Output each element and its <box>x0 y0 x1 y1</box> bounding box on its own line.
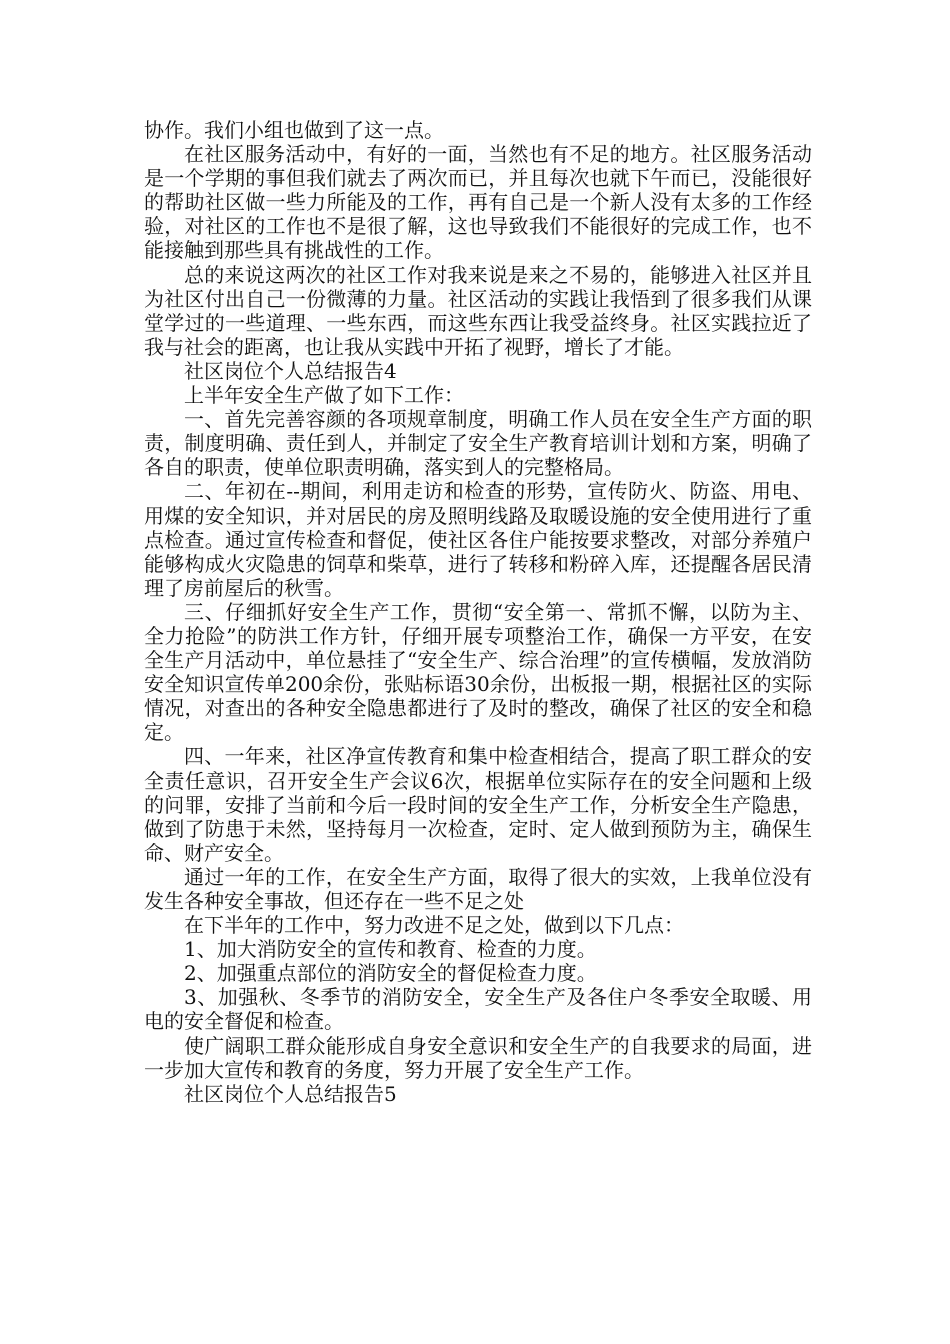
paragraph: 二、年初在--期间，利用走访和检查的形势，宣传防火、防盗、用电、用煤的安全知识，并对居民的房及照明线路及取暖设施的安全使用进行了重点检查。通过宣传检查和督促，使社区各住户能按要求整改，对部分养殖户能够构成火灾隐患的饲草和柴草，进行了转移和粉碎入库，还提醒各居民清理了房前屋后的秋雪。 <box>144 479 812 600</box>
section-heading: 社区岗位个人总结报告5 <box>184 1081 397 1106</box>
paragraph: 总的来说这两次的社区工作对我来说是来之不易的，能够进入社区并且为社区付出自己一份微薄的力量。社区活动的实践让我悟到了很多我们从课堂学过的一些道理、一些东西，而这些东西让我受益终身。社区实践拉近了我与社会的距离，也让我从实践中开拓了视野，增长了才能。 <box>144 262 812 359</box>
paragraph: 上半年安全生产做了如下工作： <box>184 383 464 408</box>
list-item: 1、加大消防安全的宣传和教育、检查的力度。 <box>184 937 597 962</box>
paragraph: 使广阔职工群众能形成自身安全意识和安全生产的自我要求的局面，进一步加大宣传和教育的务度，努力开展了安全生产工作。 <box>144 1033 812 1082</box>
list-item: 3、加强秋、冬季节的消防安全，安全生产及各住户冬季安全取暖、用电的安全督促和检查。 <box>144 985 812 1034</box>
paragraph: 一、首先完善容颜的各项规章制度，明确工作人员在安全生产方面的职责，制度明确、责任到人，并制定了安全生产教育培训计划和方案，明确了各自的职责，使单位职责明确，落实到人的完整格局。 <box>144 407 812 480</box>
paragraph: 四、一年来，社区净宣传教育和集中检查相结合，提高了职工群众的安全责任意识，召开安全生产会议6次，根据单位实际存在的安全问题和上级的问罪，安排了当前和今后一段时间的安全生产工作，分析安全生产隐患，做到了防患于未然，坚持每月一次检查，定时、定人做到预防为主，确保生命、财产安全。 <box>144 744 812 865</box>
paragraph: 三、仔细抓好安全生产工作，贯彻“安全第一、常抓不懈，以防为主、全力抢险”的防洪工作方针，仔细开展专项整治工作，确保一方平安，在安全生产月活动中，单位悬挂了“安全生产、综合治理”的宣传横幅，发放消防安全知识宣传单200余份，张贴标语30余份，出板报一期，根据社区的实际情况，对查出的各种安全隐患都进行了及时的整改，确保了社区的安全和稳定。 <box>144 599 812 745</box>
document-body <box>144 118 812 1106</box>
paragraph: 协作。我们小组也做到了这一点。 <box>144 118 444 142</box>
paragraph: 在社区服务活动中，有好的一面，当然也有不足的地方。社区服务活动是一个学期的事但我们就去了两次而已，并且每次也就下午而已，没能很好的帮助社区做一些力所能及的工作，再有自己是一个新人没有太多的工作经验，对社区的工作也不是很了解，这也导致我们不能很好的完成工作，也不能接触到那些具有挑战性的工作。 <box>144 142 812 263</box>
paragraph: 通过一年的工作，在安全生产方面，取得了很大的实效，上我单位没有发生各种安全事故，但还存在一些不足之处 <box>144 864 812 913</box>
paragraph: 在下半年的工作中，努力改进不足之处，做到以下几点： <box>184 913 684 938</box>
section-heading: 社区岗位个人总结报告4 <box>184 358 397 383</box>
list-item: 2、加强重点部位的消防安全的督促检查力度。 <box>184 961 597 986</box>
